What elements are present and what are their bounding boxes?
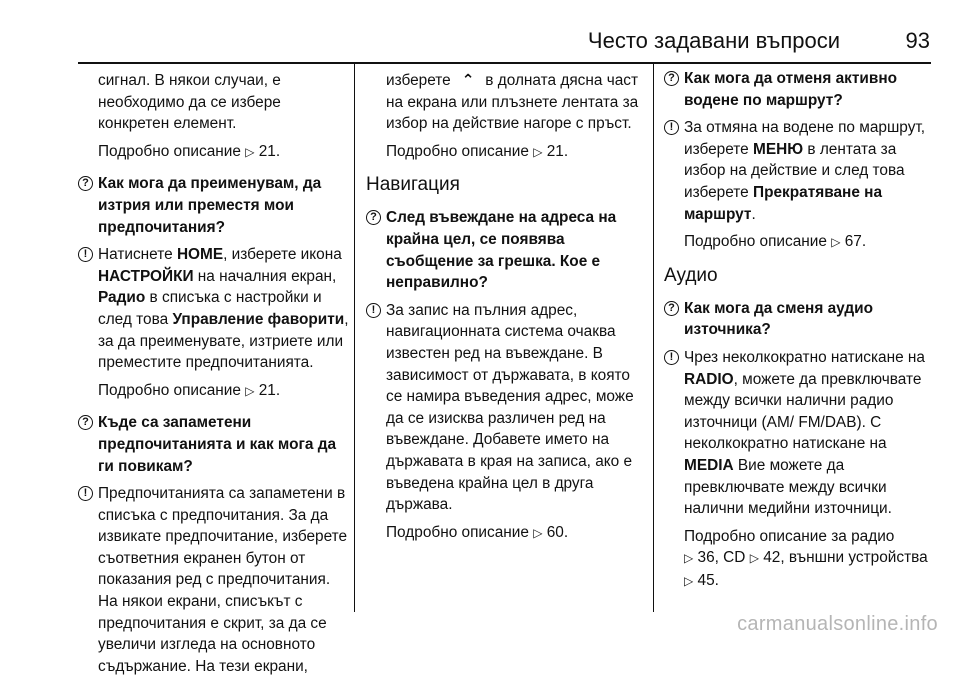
reference: Подробно описание ▷ 60. <box>386 523 569 541</box>
running-header-title: Често задавани въпроси <box>587 28 840 53</box>
reference: Подробно описание ▷ 21. <box>98 381 281 399</box>
section-heading: Аудио <box>664 264 718 286</box>
question: ? След въвеждане на адреса на крайна цел, се появява съобщение за грешка. Кое е неправилно? <box>366 207 644 293</box>
question: ? Къде са запаметени предпочитанията и как мога да ги повикам? <box>78 412 350 477</box>
column-3 <box>664 64 936 592</box>
question-icon: ? <box>366 210 381 225</box>
exclamation-icon: ! <box>78 247 93 262</box>
arrow-icon: ▷ <box>245 144 255 159</box>
question: ? Как мога да сменя аудио източника? <box>664 298 936 341</box>
question-icon: ? <box>78 176 93 191</box>
column-divider-1 <box>354 64 355 612</box>
answer: ! За запис на пълния адрес, навигационната система очаква известен ред на въвеждане. В зависимост от държавата, в която се намира въведения адрес, може да се изисква различен ред на въвеждане. Добавете името на държавата в края на записа, ако е въведена крайна цел в друга държава. <box>366 300 644 516</box>
question: ? Как мога да отменя активно водене по маршрут? <box>664 68 936 111</box>
arrow-icon: ▷ <box>831 235 841 250</box>
paragraph: изберете ⌃ в долната дясна част на екрана или плъзнете лентата за избор на действие нагоре с пръст. <box>386 72 639 133</box>
arrow-icon: ▷ <box>533 525 543 540</box>
chevron-up-icon: ⌃ <box>461 72 475 89</box>
reference: Подробно описание за радио ▷ 36, CD ▷ 42, външни устройства ▷ 45. <box>684 527 928 589</box>
arrow-icon: ▷ <box>684 551 694 566</box>
reference: Подробно описание ▷ 21. <box>98 142 281 160</box>
exclamation-icon: ! <box>664 120 679 135</box>
answer: ! За отмяна на водене по маршрут, изберете МЕНЮ в лентата за избор на действие и след това изберете Прекратяване на маршрут. <box>664 117 936 225</box>
answer: ! Чрез неколкократно натискане на RADIO, можете да превключвате между всички налични радио източници (AM/ FM/DAB). С неколкократно натискане на MEDIA Вие можете да превключвате между всички налични медийни източници. <box>664 347 936 520</box>
reference: Подробно описание ▷ 21. <box>386 142 569 160</box>
arrow-icon: ▷ <box>684 573 694 588</box>
answer: ! Натиснете HOME, изберете икона НАСТРОЙКИ на началния екран, Радио в списъка с настройки и след това Управление фаворити, за да преименувате, изтриете или преместите предпочитанията. <box>78 244 350 374</box>
answer: ! Предпочитанията са запаметени в списъка с предпочитания. За да извикате предпочитание, изберете съответния екранен бутон от показания ред с предпочитания. На някои екрани, списъкът с предпочитания е скрит, за да се увеличи изгледа на основното съдържание. На тези екрани, <box>78 483 350 677</box>
arrow-icon: ▷ <box>245 383 255 398</box>
reference: Подробно описание ▷ 67. <box>684 233 867 251</box>
question-icon: ? <box>78 415 93 430</box>
watermark: carmanualsonline.info <box>737 613 938 635</box>
exclamation-icon: ! <box>78 486 93 501</box>
section-heading: Навигация <box>366 174 460 196</box>
arrow-icon: ▷ <box>749 551 759 566</box>
column-divider-2 <box>653 64 654 612</box>
page-number: 93 <box>905 28 930 53</box>
arrow-icon: ▷ <box>533 144 543 159</box>
paragraph: сигнал. В някои случаи, е необходимо да се избере конкретен елемент. <box>98 72 281 133</box>
question: ? Как мога да преименувам, да изтрия или преместя мои предпочитания? <box>78 173 350 238</box>
question-icon: ? <box>664 301 679 316</box>
question-icon: ? <box>664 71 679 86</box>
exclamation-icon: ! <box>366 303 381 318</box>
column-2 <box>366 64 644 544</box>
column-1 <box>78 64 350 677</box>
exclamation-icon: ! <box>664 350 679 365</box>
